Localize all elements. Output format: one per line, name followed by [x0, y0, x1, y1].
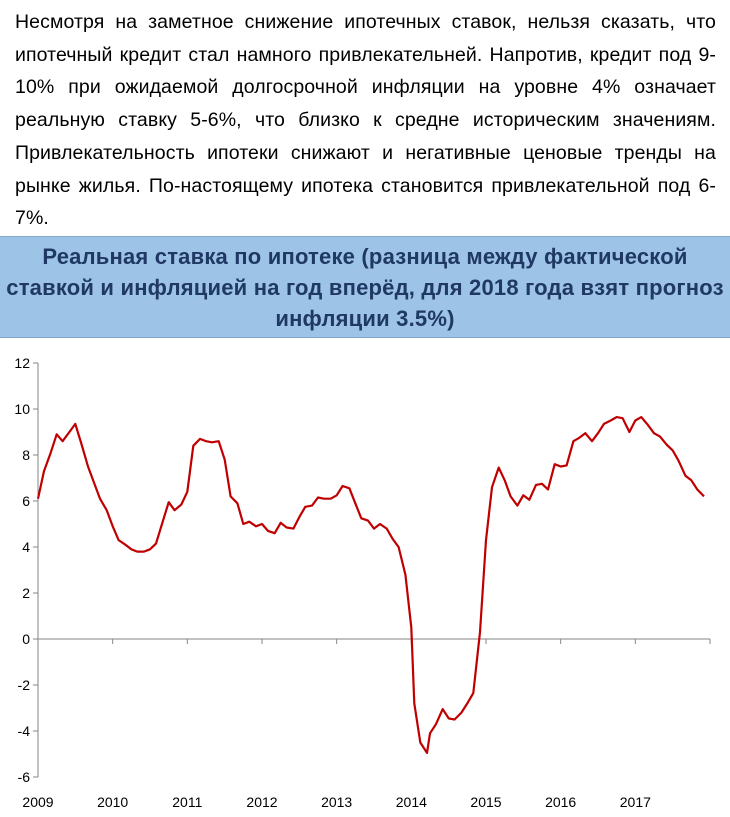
line-chart — [0, 338, 730, 817]
y-tick-label: -2 — [17, 677, 30, 693]
series-line — [38, 417, 704, 753]
y-tick-label: 4 — [22, 539, 30, 555]
x-tick-label: 2009 — [22, 794, 54, 810]
chart-axes — [38, 363, 710, 777]
x-tick-label: 2012 — [246, 794, 278, 810]
y-tick-label: -4 — [17, 723, 30, 739]
y-tick-label: 6 — [22, 493, 30, 509]
intro-paragraph: Несмотря на заметное снижение ипотечных ставок, нельзя сказать, что ипотечный кредит стал намного привлекательней. Напротив, кредит под 9-10% при ожидаемой долгосрочной инфляции на уровне 4% означает реальную ставку 5-6%, что близко к средне историческим значениям. Привлекательность ипотеки снижают и негативные ценовые тренды на рынке жилья. По-настоящему ипотека становится привлекательной под 6-7%. — [15, 11, 716, 230]
y-tick-label: 10 — [14, 401, 30, 417]
x-tick-label: 2014 — [395, 794, 427, 810]
y-tick-label: 8 — [22, 447, 30, 463]
x-tick-label: 2011 — [172, 794, 203, 810]
x-tick-label: 2013 — [321, 794, 353, 810]
x-tick-label: 2010 — [97, 794, 129, 810]
y-tick-label: 0 — [22, 631, 30, 647]
y-axis-ticks — [14, 355, 38, 785]
y-tick-label: -6 — [17, 769, 30, 785]
chart-series — [38, 417, 704, 753]
y-tick-label: 2 — [22, 585, 30, 601]
x-tick-label: 2016 — [545, 794, 577, 810]
y-tick-label: 12 — [14, 355, 30, 371]
x-tick-label: 2017 — [619, 794, 651, 810]
x-axis-ticks — [22, 639, 710, 810]
x-tick-label: 2015 — [470, 794, 502, 810]
chart-title-banner — [0, 236, 730, 338]
chart-title: Реальная ставка по ипотеке (разница между фактической ставкой и инфляцией на год вперёд, для 2018 года взят прогноз инфляции 3.5%) — [6, 244, 724, 331]
